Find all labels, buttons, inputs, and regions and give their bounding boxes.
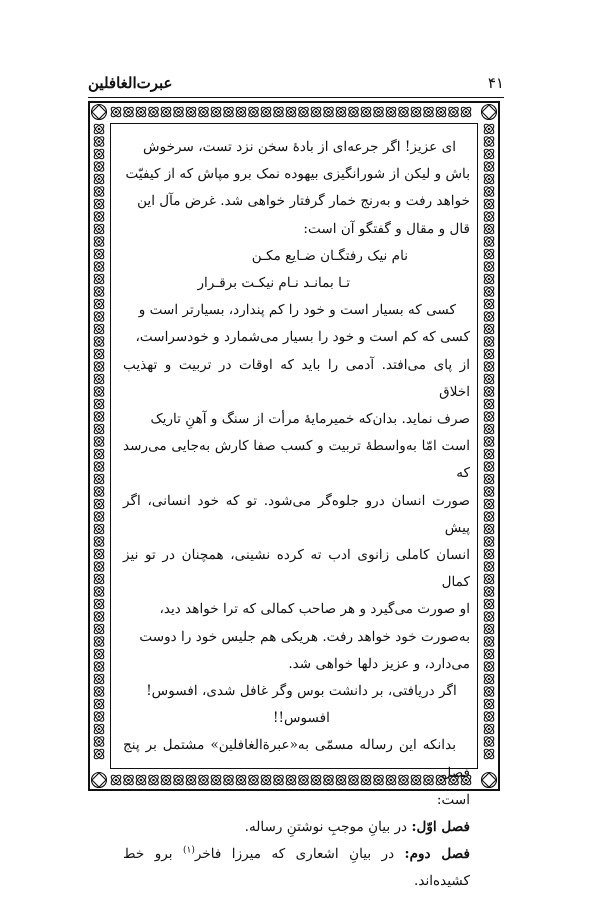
knot-motif xyxy=(93,173,106,186)
knot-motif xyxy=(93,560,106,573)
knot-motif xyxy=(93,673,106,686)
knot-motif xyxy=(93,360,106,373)
knot-motif xyxy=(483,273,496,286)
knot-motif xyxy=(197,106,210,119)
page-body xyxy=(123,134,470,896)
paragraph-2-line: انسان کاملی زانوی ادب ته کرده نشینی، همچنان در تو نیز کمال xyxy=(123,547,470,591)
knot-motif xyxy=(93,348,106,361)
knot-motif xyxy=(483,473,496,486)
paragraph-3-line: است: xyxy=(436,791,470,808)
chapter-1-label: فصل اوّل: xyxy=(411,819,470,836)
knot-motif xyxy=(93,535,106,548)
knot-motif xyxy=(385,106,398,119)
knot-motif xyxy=(483,298,496,311)
knot-motif xyxy=(483,248,496,261)
knot-motif xyxy=(483,573,496,586)
knot-motif xyxy=(93,723,106,736)
knot-motif xyxy=(483,735,496,748)
knot-motif xyxy=(483,210,496,223)
paragraph-2-line: صرف نماید. بدان‌که خمیرمایهٔ مرأت از سنگ و آهنِ تاریک xyxy=(150,411,470,428)
knot-motif xyxy=(93,623,106,636)
paragraph-3-line: بدانکه این رساله مسمّی به«عبرةالغافلین» مشتمل بر پنج فصل xyxy=(123,737,470,781)
knot-motif xyxy=(235,106,248,119)
knot-motif xyxy=(210,106,223,119)
knot-motif xyxy=(483,598,496,611)
knot-motif xyxy=(93,685,106,698)
paragraph-1-line: قال و مقال و گفتگو آن است: xyxy=(303,220,470,237)
knot-motif xyxy=(93,210,106,223)
knot-motif xyxy=(93,373,106,386)
knot-motif xyxy=(347,106,360,119)
knot-motif xyxy=(93,735,106,748)
footnote-reference: (۱) xyxy=(182,845,195,856)
page-header xyxy=(88,70,504,96)
knot-motif xyxy=(93,423,106,436)
knot-motif xyxy=(483,198,496,211)
chapter-1-line xyxy=(123,814,470,841)
knot-motif xyxy=(483,148,496,161)
chapter-2-line xyxy=(123,841,470,895)
corner-rosette xyxy=(92,105,107,120)
knot-motif xyxy=(483,748,496,761)
knot-motif xyxy=(397,106,410,119)
knot-motif xyxy=(483,698,496,711)
saying-line: اگر دریافتی، بر دانشت بوس وگر غافل شدی، افسوس! افسوس!! xyxy=(146,683,457,727)
running-title: عبرت‌الغافلين xyxy=(88,74,173,92)
knot-motif xyxy=(483,185,496,198)
knot-motif xyxy=(93,573,106,586)
knot-motif xyxy=(297,106,310,119)
knot-motif xyxy=(285,106,298,119)
knot-motif xyxy=(110,106,123,119)
paragraph-2-line: صورت انسان درو جلوه‌گر می‌شود. تو که خود انسانی، اگر پیش xyxy=(123,492,470,536)
chapter-1-text: در بیانِ موجبِ نوشتنِ رساله. xyxy=(244,819,412,836)
knot-motif xyxy=(93,698,106,711)
knot-motif xyxy=(483,460,496,473)
knot-motif xyxy=(460,106,473,119)
knot-motif xyxy=(272,106,285,119)
paragraph-2-line: به‌صورت خود خواهد رفت. هریکی هم جلیس خود را دوست xyxy=(139,628,470,645)
knot-motif xyxy=(110,774,123,787)
knot-motif xyxy=(93,748,106,761)
knot-motif xyxy=(410,106,423,119)
knot-motif xyxy=(483,123,496,136)
knot-motif xyxy=(93,648,106,661)
knot-motif xyxy=(93,548,106,561)
paragraph-1-line: باش و لیکن از شورانگیزی بیهوده نمک برو مپاش که از کیفیّت xyxy=(125,166,470,183)
verse-line-2: تـا بمانـد نـام نیکـت برقـرار xyxy=(197,275,350,292)
knot-motif xyxy=(483,285,496,298)
knot-motif xyxy=(422,106,435,119)
knot-motif xyxy=(483,510,496,523)
knot-motif xyxy=(483,348,496,361)
knot-motif xyxy=(93,160,106,173)
paragraph-2-line: می‌دارد، و عزیز دلها خواهی شد. xyxy=(288,655,470,672)
knot-motif xyxy=(147,106,160,119)
knot-motif xyxy=(483,160,496,173)
chapter-2-text: در بیانِ اشعاری که میرزا فاخر xyxy=(194,846,405,863)
knot-motif xyxy=(93,498,106,511)
knot-motif xyxy=(93,260,106,273)
knot-motif xyxy=(93,460,106,473)
knot-motif xyxy=(483,710,496,723)
knot-motif xyxy=(483,685,496,698)
paragraph-2-line: است امّا به‌واسطهٔ تربیت و کسب صفا کارش به‌جایی می‌رسد که xyxy=(123,438,470,482)
knot-motif xyxy=(93,435,106,448)
paragraph-2-line: کسی که بسیار است و خود را کم پندارد، بسیارتر است و xyxy=(138,302,456,319)
knot-motif xyxy=(93,298,106,311)
knot-motif xyxy=(483,260,496,273)
knot-motif xyxy=(93,273,106,286)
knot-motif xyxy=(483,548,496,561)
knot-motif xyxy=(483,585,496,598)
knot-motif xyxy=(483,623,496,636)
knot-motif xyxy=(483,435,496,448)
knot-motif xyxy=(483,335,496,348)
paragraph-1-line: ای عزیز! اگر جرعه‌ای از بادهٔ سخن نزد تست، سرخوش xyxy=(143,139,456,155)
knot-motif xyxy=(483,535,496,548)
knot-motif xyxy=(483,135,496,148)
knot-motif xyxy=(372,106,385,119)
knot-motif xyxy=(483,385,496,398)
knot-motif xyxy=(93,223,106,236)
knot-motif xyxy=(310,106,323,119)
knot-motif xyxy=(93,448,106,461)
paragraph-2-line: او صورت می‌گیرد و هر صاحب کمالی که ترا خواهد دید، xyxy=(159,601,470,618)
knot-motif xyxy=(93,335,106,348)
knot-motif xyxy=(483,673,496,686)
knot-motif xyxy=(93,185,106,198)
knot-motif xyxy=(483,660,496,673)
knot-motif xyxy=(93,123,106,136)
knot-motif xyxy=(447,106,460,119)
knot-motif xyxy=(335,106,348,119)
knot-motif xyxy=(483,423,496,436)
knot-motif xyxy=(483,723,496,736)
knot-motif xyxy=(483,310,496,323)
page-number: ۴۱ xyxy=(487,74,504,92)
knot-motif xyxy=(483,523,496,536)
corner-rosette xyxy=(92,773,107,788)
knot-motif xyxy=(483,485,496,498)
knot-motif xyxy=(483,173,496,186)
knot-motif xyxy=(93,398,106,411)
knot-motif xyxy=(135,106,148,119)
knot-motif xyxy=(93,310,106,323)
knot-motif xyxy=(93,585,106,598)
knot-motif xyxy=(172,106,185,119)
knot-motif xyxy=(483,360,496,373)
knot-motif xyxy=(483,410,496,423)
knot-motif xyxy=(247,106,260,119)
knot-motif xyxy=(483,373,496,386)
knot-motif xyxy=(93,485,106,498)
knot-motif xyxy=(93,710,106,723)
knot-motif xyxy=(483,323,496,336)
knot-motif xyxy=(322,106,335,119)
verse-line-1: نام نیک رفتگـان ضـایع مکـن xyxy=(251,247,408,264)
knot-motif xyxy=(93,510,106,523)
chapter-2-text-end: برو خط کشیده‌اند. xyxy=(123,846,470,890)
knot-motif xyxy=(260,106,273,119)
knot-motif xyxy=(93,198,106,211)
knot-motif xyxy=(483,398,496,411)
chapter-2-label: فصل دوم: xyxy=(404,846,471,863)
knot-motif xyxy=(122,106,135,119)
knot-motif xyxy=(93,473,106,486)
paragraph-2-line: کسی که کم است و خود را بسیار می‌شمارد و خودسراست، xyxy=(135,329,470,346)
knot-motif xyxy=(160,106,173,119)
knot-motif xyxy=(93,598,106,611)
corner-rosette xyxy=(482,105,497,120)
knot-motif xyxy=(93,235,106,248)
knot-motif xyxy=(483,560,496,573)
knot-motif xyxy=(483,635,496,648)
knot-motif xyxy=(483,610,496,623)
knot-motif xyxy=(483,648,496,661)
header-rule xyxy=(88,97,504,98)
knot-motif xyxy=(93,285,106,298)
knot-motif xyxy=(93,385,106,398)
corner-rosette xyxy=(482,773,497,788)
knot-motif xyxy=(483,223,496,236)
knot-motif xyxy=(483,235,496,248)
knot-motif xyxy=(93,323,106,336)
knot-motif xyxy=(483,448,496,461)
knot-motif xyxy=(93,410,106,423)
paragraph-2-line: از پای می‌افتد. آدمی را باید که اوقات در تربیت و تهذیب اخلاق xyxy=(123,356,470,400)
knot-motif xyxy=(93,248,106,261)
knot-motif xyxy=(222,106,235,119)
knot-motif xyxy=(93,635,106,648)
knot-motif xyxy=(93,523,106,536)
knot-motif xyxy=(93,610,106,623)
knot-motif xyxy=(435,106,448,119)
knot-motif xyxy=(93,135,106,148)
knot-motif xyxy=(93,148,106,161)
knot-motif xyxy=(93,660,106,673)
knot-motif xyxy=(185,106,198,119)
paragraph-1-line: خواهد رفت و به‌رنج خمار گرفتار خواهی شد. غرض مآل این xyxy=(137,193,470,210)
knot-motif xyxy=(483,498,496,511)
knot-motif xyxy=(360,106,373,119)
